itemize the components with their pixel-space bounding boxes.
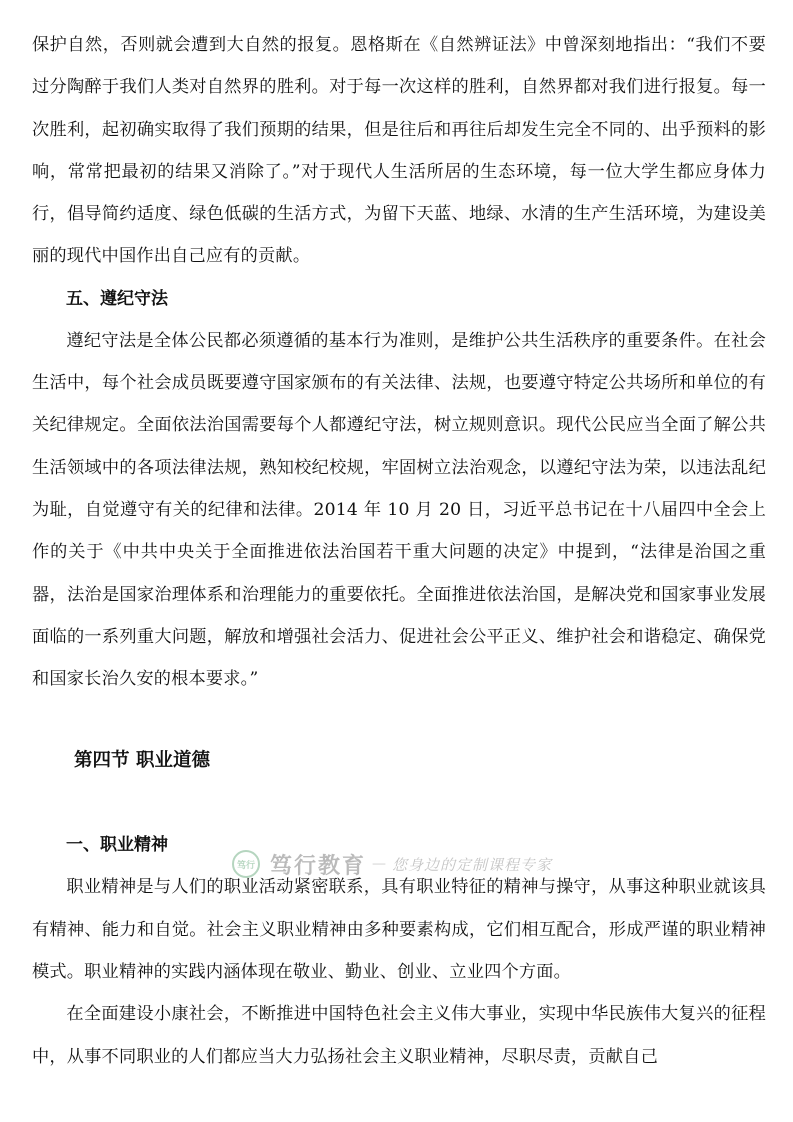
paragraph-socialist-career: 在全面建设小康社会，不断推进中国特色社会主义伟大事业，实现中华民族伟大复兴的征程中，从事不同职业的人们都应当大力弘扬社会主义职业精神，尽职尽责，贡献自己 [32, 1004, 766, 1067]
section-title-professional-spirit: 一、职业精神 [66, 835, 168, 856]
watermark-dash: — [372, 856, 387, 872]
watermark-logo-icon: 笃行 [232, 850, 260, 878]
document-page [32, 24, 766, 1078]
watermark-slogan: 您身边的定制课程专家 [392, 855, 553, 874]
paragraph-law-abiding: 遵纪守法是全体公民都必须遵循的基本行为准则，是维护公共生活秩序的重要条件。在社会生活中，每个社会成员既要遵守国家颁布的有关法律、法规，也要遵守特定公共场所和单位的有关纪律规定。全面依法治国需要每个人都遵纪守法，树立规则意识。现代公民应当全面了解公共生活领域中的各项法律法规，熟知校纪校规，牢固树立法治观念，以遵纪守法为荣，以违法乱纪为耻，自觉遵守有关的纪律和法律。2014 年 10 月 20 日，习近平总书记在十八届四中全会上作的关于《中共中央关于全面推进依法治国若干重大问题的决定》中提到，“法律是治国之重器，法治是国家治理体系和治理能力的重要依托。全面推进依法治国，是解决党和国家事业发展面临的一系列重大问题，解放和增强社会活力、促进社会公平正义、维护社会和谐稳定、确保党和国家长治久安的根本要求。” [32, 330, 766, 690]
paragraph-environment: 保护自然，否则就会遭到大自然的报复。恩格斯在《自然辨证法》中曾深刻地指出：“我们不要过分陶醉于我们人类对自然界的胜利。对于每一次这样的胜利，自然界都对我们进行报复。每一次胜利，起初确实取得了我们预期的结果，但是往后和再往后却发生完全不同的、出乎预料的影响，常常把最初的结果又消除了。”对于现代人生活所居的生态环境，每一位大学生都应身体力行，倡导简约适度、绿色低碳的生活方式，为留下天蓝、地绿、水清的生产生活环境，为建设美丽的现代中国作出自己应有的贡献。 [32, 35, 766, 267]
section-title-law-abiding: 五、遵纪守法 [66, 288, 168, 309]
paragraph-professional-spirit: 职业精神是与人们的职业活动紧密联系，具有职业特征的精神与操守，从事这种职业就该具有精神、能力和自觉。社会主义职业精神由多种要素构成，它们相互配合，形成严谨的职业精神模式。职业精神的实践内涵体现在敬业、勤业、创业、立业四个方面。 [32, 877, 766, 983]
watermark-name: 笃行教育 [270, 852, 367, 879]
chapter-title-professional-ethics: 第四节 职业道德 [74, 750, 210, 772]
